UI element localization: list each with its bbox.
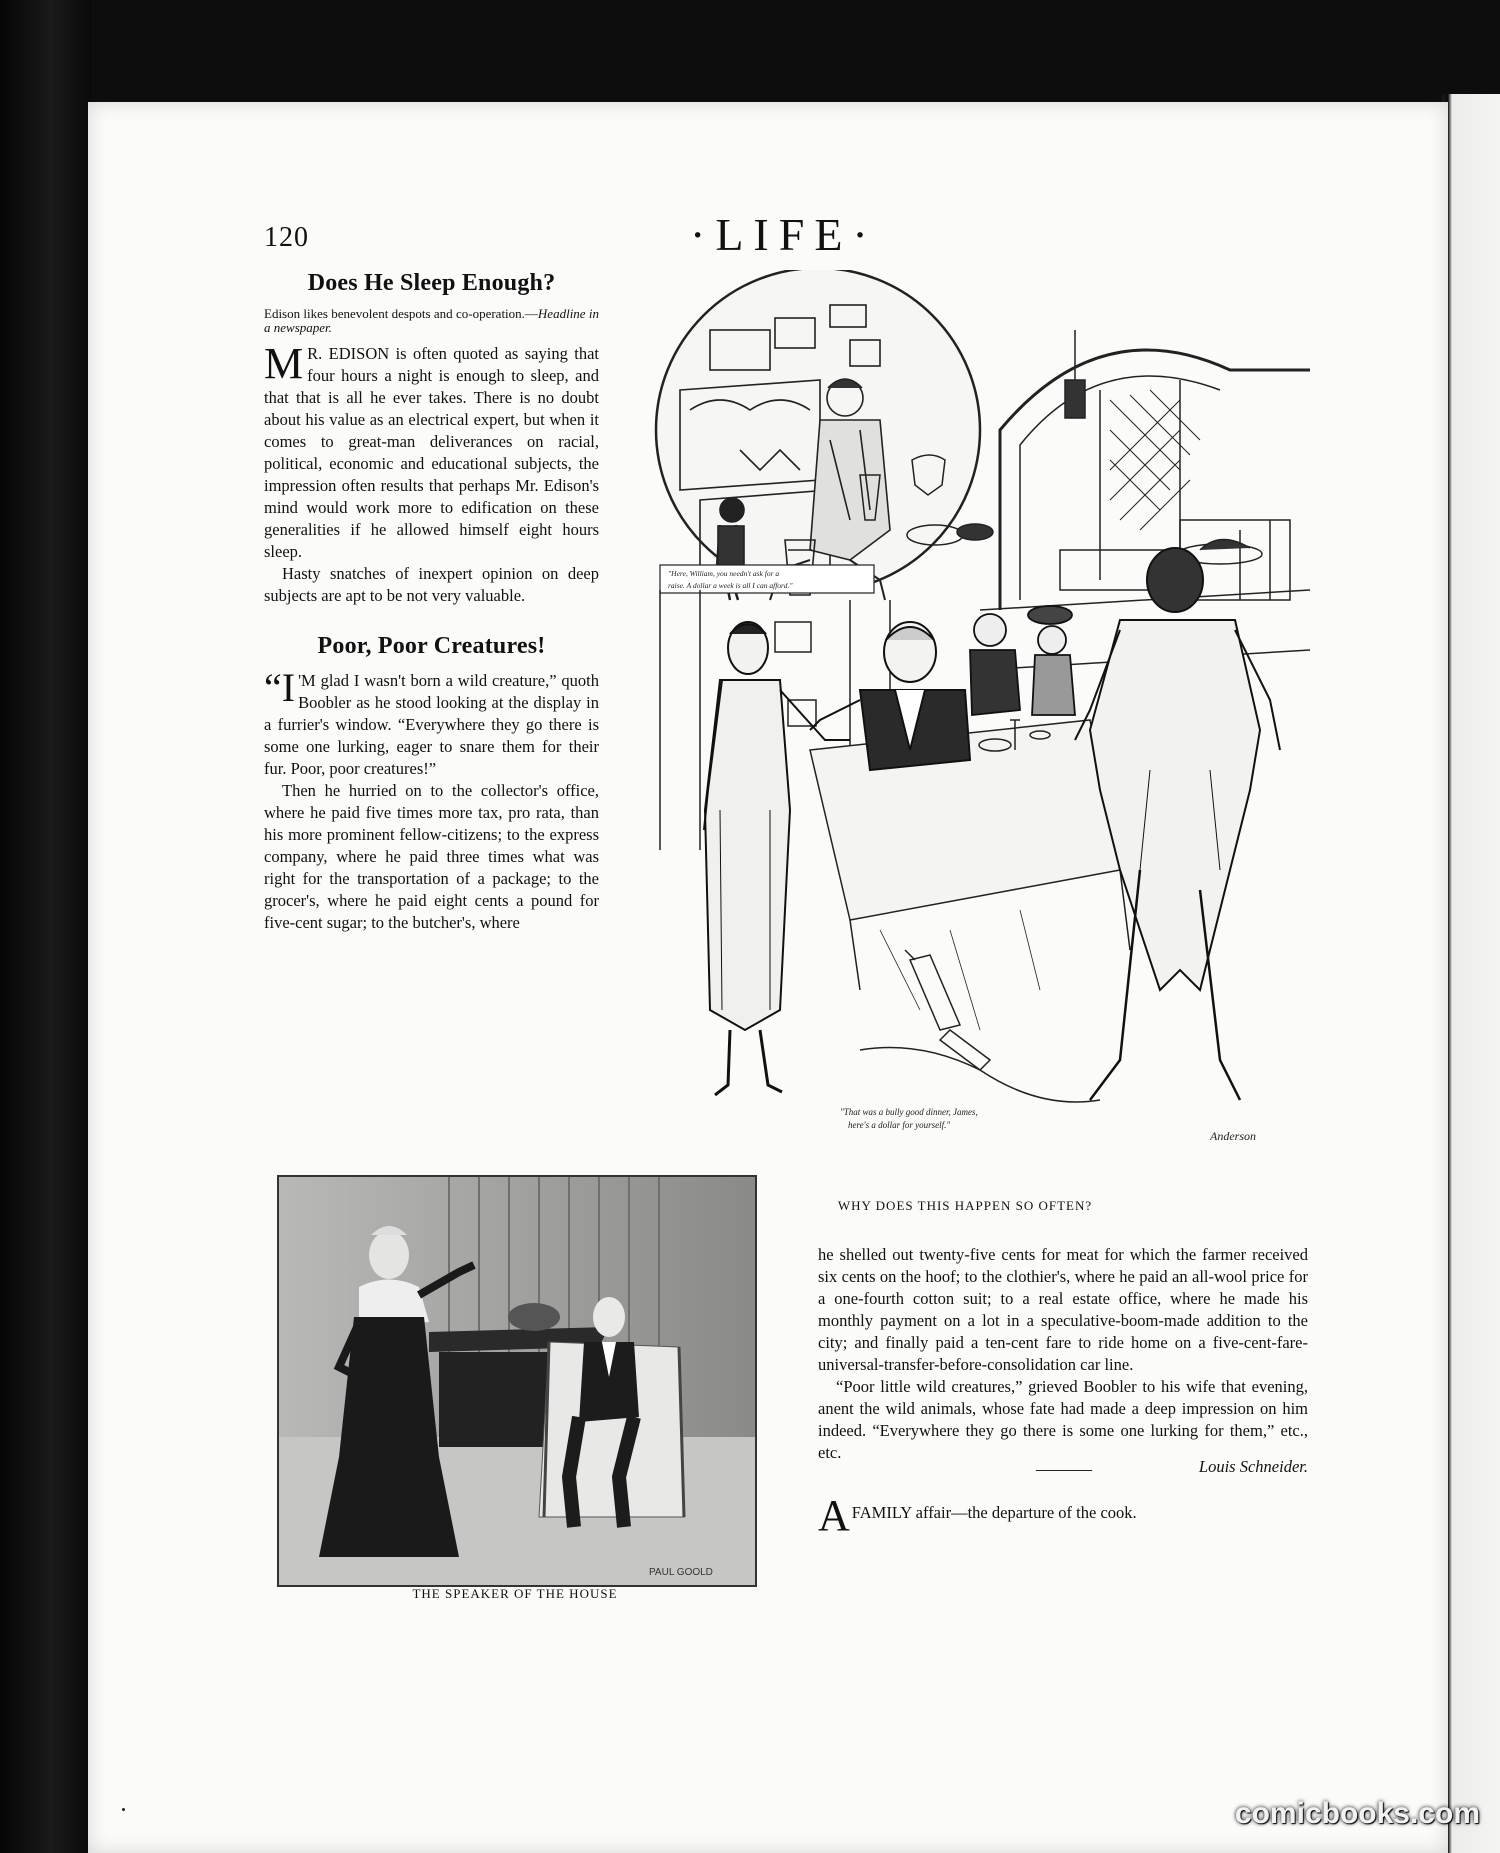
cartoon-caption: WHY DOES THIS HAPPEN SO OFTEN? — [837, 1198, 1093, 1213]
speaker-illustration — [277, 1175, 757, 1587]
svg-text:here's a dollar for yourself.": here's a dollar for yourself." — [848, 1120, 951, 1130]
page-number: 120 — [264, 222, 309, 253]
article1-epigraph — [264, 307, 599, 335]
photo-caption: THE SPEAKER OF THE HOUSE — [412, 1586, 618, 1601]
scan-border-left — [0, 0, 92, 1853]
second-diner — [970, 606, 1075, 715]
article2-title: Poor, Poor Creatures! — [317, 633, 546, 659]
right-column — [818, 1244, 1308, 1550]
inset-caption-text: "Here, William, you needn't ask for a — [668, 569, 780, 578]
epigraph-source: Headline in a newspaper. — [264, 306, 599, 335]
watermark: comicbooks.com — [1234, 1797, 1480, 1830]
scan-border-right — [1442, 94, 1500, 1853]
svg-text:raise. A dollar a week is all: raise. A dollar a week is all I can afford." — [668, 581, 793, 590]
author-signature: Louis Schneider. — [1198, 1457, 1308, 1476]
scan-speck — [122, 1808, 125, 1811]
photo-signature: PAUL GOOLD — [649, 1567, 713, 1578]
table-scene — [810, 720, 1130, 1030]
dropcap-m: M — [264, 339, 304, 388]
article1-paragraph-2: Hasty snatches of inexpert opinion on deep subjects are apt to be not very valuable. — [264, 564, 599, 605]
masthead-title: ·LIFE· — [690, 209, 878, 260]
dropcap-i: “I — [264, 665, 296, 710]
bottles — [860, 950, 1100, 1102]
article2-continued: he shelled out twenty-five cents for meat for which the farmer received six cents on the hoof; to the clothier's, where he paid an all-wool price for a one-fourth cotton suit; to a real estate office, where he made his monthly payment on a lot in a speculative-boom-made addition to the city; and finally paid a ten-cent fare to ride home on a five-cent-fare-universal-transfer-before-consolidation car line. — [818, 1245, 1308, 1374]
article1-paragraph-1-text: R. EDISON is often quoted as saying that four hours a night is enough to sleep, and that that is all he ever takes. There is no doubt about his value as an electrical expert, but when it comes to great-man deliverances on racial, political, economic and educational subjects, the impression often results that perhaps Mr. Edison's mind would work more to edification on these generalities if he allowed himself eight hours sleep. — [264, 344, 599, 561]
left-column — [264, 270, 599, 934]
dropcap-a: A — [818, 1491, 850, 1540]
article2-paragraph-2: Then he hurried on to the collector's office, where he paid five times more tax, pro rata, than his more prominent fellow-citizens; to the express company, where he paid three times what was right for the transportation of a package; to the grocer's, where he paid eight cents a pound for five-cent sugar; to the butcher's, where — [264, 781, 599, 932]
article1-paragraph-1 — [264, 339, 599, 563]
cartoon-illustration — [620, 270, 1310, 1190]
inset-office-scene — [656, 270, 980, 600]
article2 — [264, 633, 599, 934]
cartoon-signature: Anderson — [1210, 1129, 1256, 1143]
cartoon-drawing — [620, 270, 1310, 1190]
waiter-figure — [704, 622, 850, 1095]
filler-text: FAMILY affair—the departure of the cook. — [851, 1503, 1137, 1522]
article2-paragraph-1-text: 'M glad I wasn't born a wild creature,” quoth Boobler as he stood looking at the display in a furrier's window. “Everywhere they go there is some one lurking, eager to snare them for their fur. Poor, poor creatures!” — [264, 671, 599, 778]
speaker-drawing — [279, 1177, 755, 1585]
article2-paragraph-3: “Poor little wild creatures,” grieved Boobler to his wife that evening, anent the wild animals, whose fate had made a deep impression on him indeed. “Everywhere they go there is some one lurking for them,” etc., etc. — [818, 1377, 1308, 1462]
epigraph-text: Edison likes benevolent despots and co-operation.— — [264, 306, 538, 321]
article1-title: Does He Sleep Enough? — [307, 270, 556, 296]
filler-joke — [818, 1491, 1308, 1540]
article2-paragraph-1 — [264, 665, 599, 780]
bottom-dialogue-1: "That was a bully good dinner, James, — [840, 1107, 978, 1117]
